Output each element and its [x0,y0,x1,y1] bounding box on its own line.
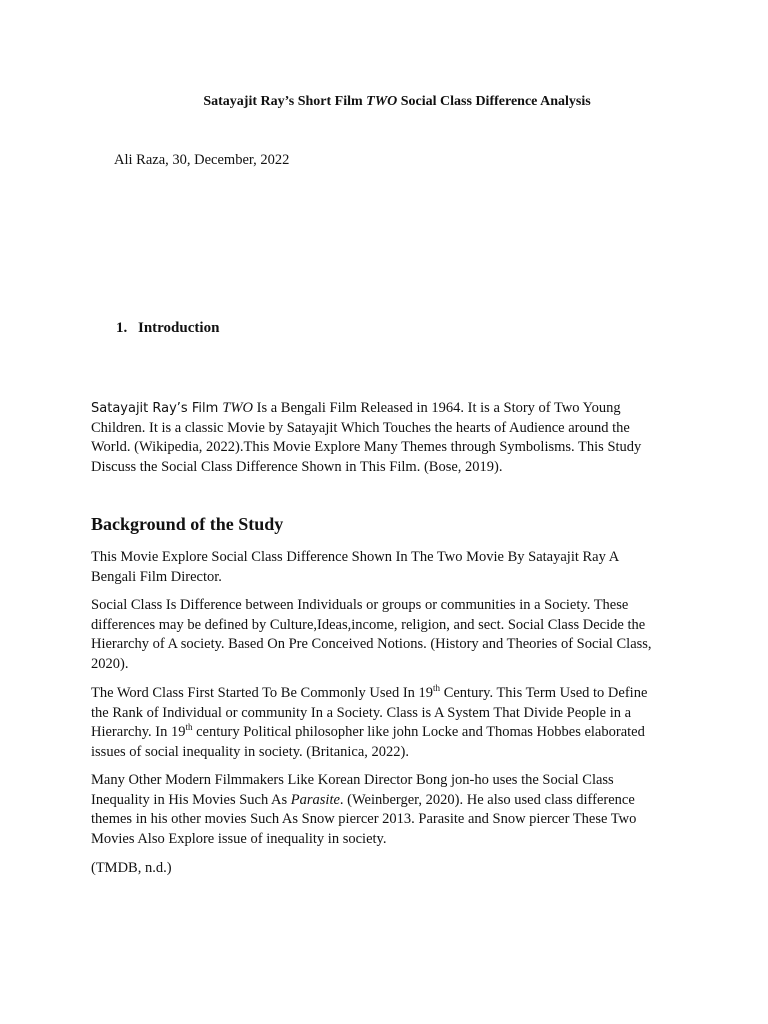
background-paragraph-5: (TMDB, n.d.) [91,860,172,876]
paragraph-line: Children. It is a classic Movie by Satayajit Which Touches the hearts of Audience around the [91,419,630,436]
paragraph-line [91,724,645,740]
paragraph-line: Social Class Is Difference between Individuals or groups or communities in a Society. These [91,597,629,613]
paragraph-line: Movies Also Explore issue of inequality in society. [91,830,387,847]
title-film-name: TWO [366,94,398,109]
paragraph-line: Bengali Film Director. [91,568,222,585]
text-run: century Political philosopher like john Locke and Thomas Hobbes elaborated [192,724,645,741]
author-date-line: Ali Raza, 30, December, 2022 [114,152,290,168]
paragraph-line: Many Other Modern Filmmakers Like Korean Director Bong jon-ho uses the Social Class [91,772,614,788]
paragraph-line [91,400,621,416]
paragraph-line: differences may be defined by Culture,Ideas,income, religion, and sect. Social Class Decide the [91,616,646,633]
paragraph-line: 2020). [91,655,129,672]
paragraph-line: This Movie Explore Social Class Difference Shown In The Two Movie By Satayajit Ray A [91,549,620,565]
text-run: Century. This Term Used to Define [440,685,648,701]
text-run: Hierarchy. In 19 [91,724,186,741]
paragraph-line: issues of social inequality in society. (Britanica, 2022). [91,743,409,760]
background-paragraph-1 [91,548,691,587]
background-paragraph-2 [91,596,691,674]
background-heading: Background of the Study [91,514,284,534]
introduction-heading [116,320,219,337]
paragraph-line [91,685,647,701]
background-paragraph-4 [91,771,691,849]
paragraph-line: World. (Wikipedia, 2022).This Movie Explore Many Themes through Symbolisms. This Study [91,439,642,456]
section-title: Introduction [138,320,220,336]
paragraph-line: the Rank of Individual or community In a Society. Class is A System That Divide People in a [91,704,632,721]
intro-line-text: Is a Bengali Film Released in 1964. It is a Story of Two Young [253,400,621,416]
paragraph-line: themes in his other movies Such As Snow piercer 2013. Parasite and Snow piercer These Two [91,811,637,828]
introduction-paragraph [91,399,691,477]
paragraph-line [91,792,635,808]
title-text-start: Satayajit Ray’s Short Film [203,94,367,109]
superscript: th [185,722,193,733]
intro-lead-text: Satayajit Ray’s Film [91,401,223,416]
text-run: . (Weinberger, 2020). He also used class difference [339,791,635,808]
text-run: The Word Class First Started To Be Commonly Used In 19 [91,685,434,701]
superscript: th [433,683,441,694]
title-text-end: Social Class Difference Analysis [397,94,591,109]
document-title [0,94,768,110]
background-paragraph-3 [91,684,691,762]
intro-film-name: TWO [222,400,254,416]
section-number: 1. [116,320,128,336]
text-run: Inequality in His Movies Such As [91,791,291,808]
paragraph-line: Hierarchy of A society. Based On Pre Conceived Notions. (History and Theories of Social Class, [91,636,652,653]
film-title-italic: Parasite [290,791,340,808]
paragraph-line: Discuss the Social Class Difference Shown in This Film. (Bose, 2019). [91,458,503,475]
